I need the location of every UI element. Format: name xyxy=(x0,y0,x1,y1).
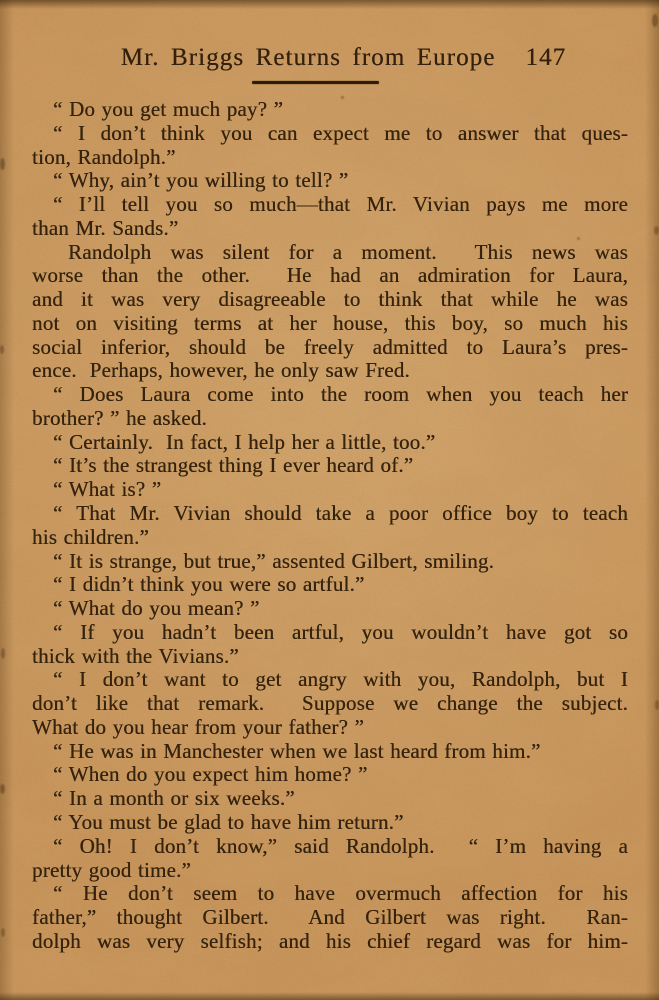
paper-speck xyxy=(655,700,659,710)
text-line: pretty good time.” xyxy=(32,858,191,882)
text-line: “ I didn’t think you were so artful.” xyxy=(53,573,365,597)
text-line: “ You must be glad to have him return.” xyxy=(53,810,404,834)
text-line: What do you hear from your father? ” xyxy=(32,715,364,739)
text-line: social inferior, should be freely admitted to Laura’s pres- xyxy=(32,335,628,359)
text-line: “ What is? ” xyxy=(53,478,162,502)
text-line: “ What do you mean? ” xyxy=(53,597,260,621)
running-header xyxy=(14,43,659,73)
text-line: “ He don’t seem to have overmuch affection for his xyxy=(53,882,628,906)
page-number: 147 xyxy=(525,44,567,71)
text-line: father,” thought Gilbert. And Gilbert was right. Ran- xyxy=(32,906,628,930)
text-line: “ He was in Manchester when we last heard from him.” xyxy=(53,739,541,763)
text-line: Randolph was silent for a moment. This news was xyxy=(68,240,628,264)
text-line: “ Oh! I don’t know,” said Randolph. “ I’m having a xyxy=(53,834,628,858)
text-line: “ I’ll tell you so much—that Mr. Vivian pays me more xyxy=(53,193,628,217)
text-line: thick with the Vivians.” xyxy=(32,644,239,668)
paper-speck xyxy=(0,158,5,170)
text-line: “ It’s the strangest thing I ever heard of.” xyxy=(53,454,414,478)
text-line: “ It is strange, but true,” assented Gilbert, smiling. xyxy=(53,549,495,573)
text-line: don’t like that remark. Suppose we change the subject. xyxy=(32,692,628,716)
text-line: “ That Mr. Vivian should take a poor office boy to teach xyxy=(53,502,628,526)
text-line: “ Why, ain’t you willing to tell? ” xyxy=(53,169,349,193)
paper-speck xyxy=(0,784,5,794)
text-line: tion, Randolph.” xyxy=(32,145,176,169)
paper-speck xyxy=(654,226,659,235)
header-divider-rule xyxy=(252,81,379,84)
text-line: “ Certainly. In fact, I help her a little, too.” xyxy=(53,430,436,454)
text-line: “ Does Laura come into the room when you teach her xyxy=(53,383,628,407)
paper-speck xyxy=(0,345,4,354)
text-line: “ I don’t think you can expect me to answer that ques- xyxy=(53,121,628,145)
text-line: than Mr. Sands.” xyxy=(32,216,179,240)
text-line: brother? ” he asked. xyxy=(32,406,207,430)
paper-speck xyxy=(652,14,658,27)
text-line: and it was very disagreeable to think that while he was xyxy=(32,288,628,312)
paper-speck xyxy=(1,928,5,937)
text-line: “ When do you expect him home? ” xyxy=(53,763,368,787)
text-line: dolph was very selfish; and his chief regard was for him- xyxy=(32,929,628,953)
text-line: “ In a month or six weeks.” xyxy=(53,787,295,811)
body-text xyxy=(32,98,628,954)
text-line: his children.” xyxy=(32,525,149,549)
text-line: “ I don’t want to get angry with you, Randolph, but I xyxy=(53,668,628,692)
text-line: ence. Perhaps, however, he only saw Fred. xyxy=(32,359,410,383)
text-line: “ Do you get much pay? ” xyxy=(53,98,284,121)
text-line: “ If you hadn’t been artful, you wouldn’t have got so xyxy=(53,620,628,644)
paper-speck xyxy=(1,648,5,659)
text-line: worse than the other. He had an admiration for Laura, xyxy=(32,264,628,288)
chapter-title: Mr. Briggs Returns from Europe xyxy=(120,44,496,71)
text-line: not on visiting terms at her house, this boy, so much his xyxy=(32,311,628,335)
